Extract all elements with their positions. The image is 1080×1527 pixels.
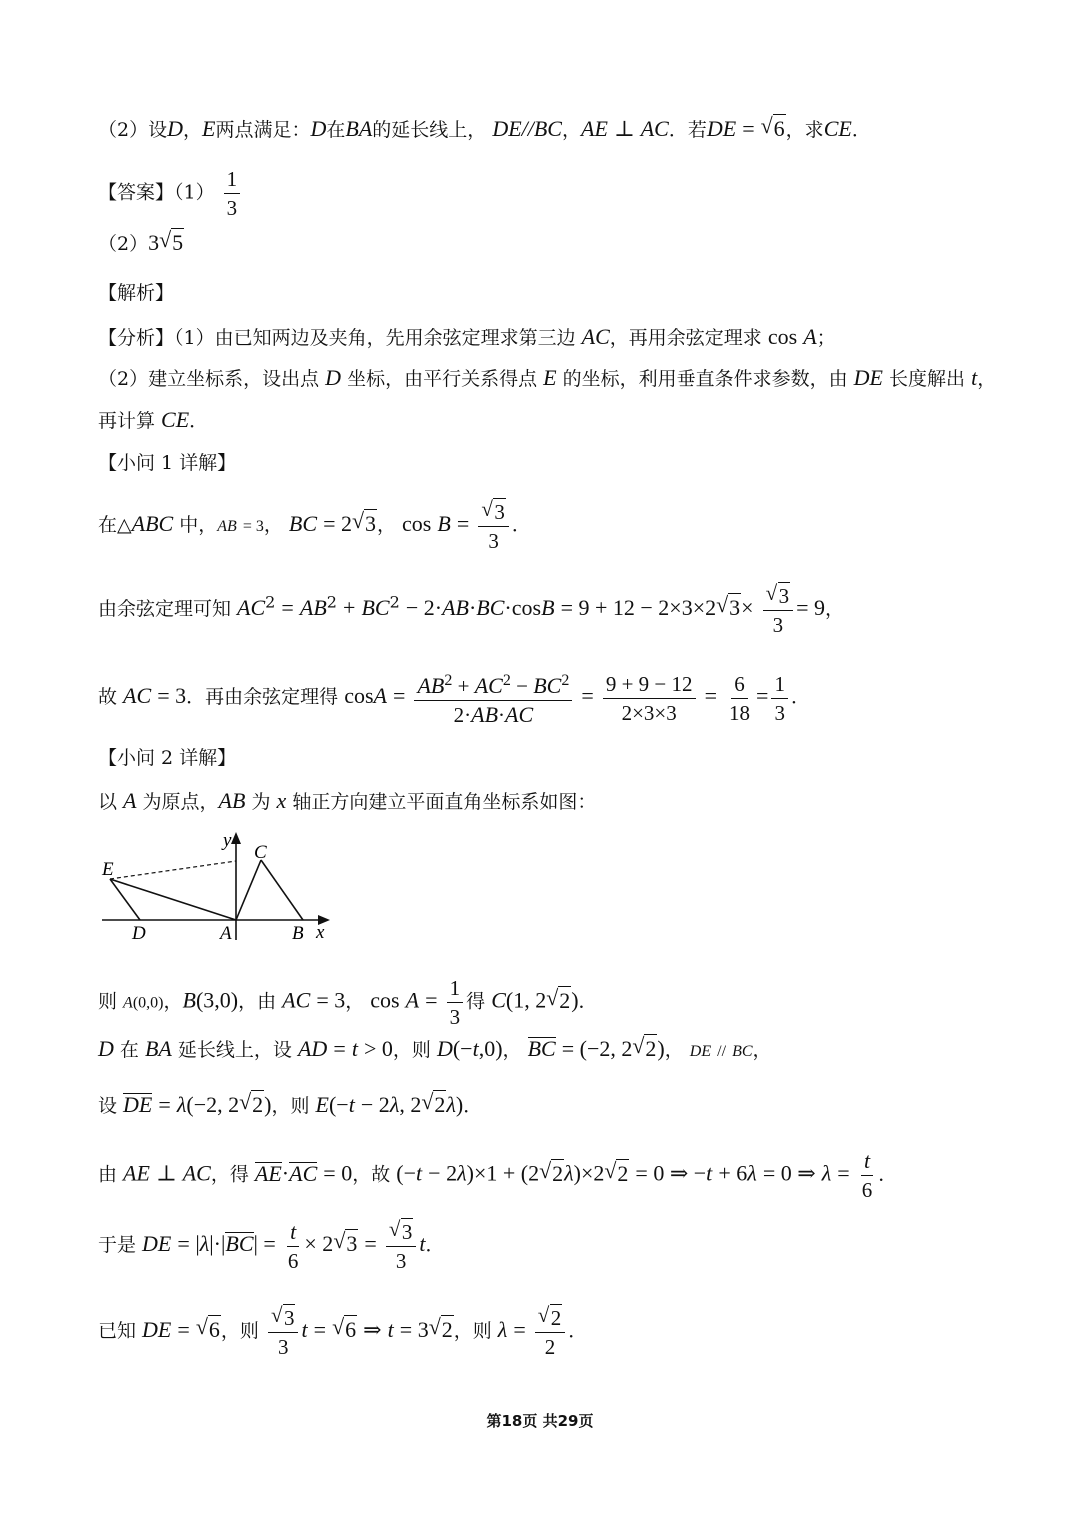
analysis-line-3: 再计算 CE． <box>98 407 209 432</box>
q2-heading: 【小问 2 详解】 <box>98 747 237 769</box>
point-B-label: B <box>292 923 304 944</box>
page-footer: 第18页 共29页 <box>486 1412 594 1430</box>
point-D-label: D <box>132 923 146 944</box>
answer-1-fraction: $\frac{1}{3}$ <box>224 166 241 221</box>
answer-1 <box>98 166 243 221</box>
coordinate-figure <box>98 828 338 948</box>
q2-DE-length: 于是 DE = |λ|·|BC| = $\frac{t}{6}$ × 2√ 3 = √ $\frac{3}{3}$ t． <box>98 1218 444 1274</box>
point-A-label: A <box>220 923 232 944</box>
q2-vector-DE: 设 DE = λ(−2, 2√ 2)，则 E(−t − 2λ, 2√ 2λ)． <box>98 1090 482 1120</box>
q1-heading: 【小问 1 详解】 <box>98 452 237 474</box>
point-C-label: C <box>254 842 267 863</box>
q2-setup: 以 A 为原点，AB 为 x 轴正方向建立平面直角坐标系如图： <box>98 788 597 813</box>
q2-solve-t: 已知 DE = √ 6，则 √ $\frac{3}{3}$ t = √ 6 ⇒ t = 3√ 2，则 λ = √ $\frac{2}{2}$ ． <box>98 1304 587 1360</box>
q2-point-D: D 在 BA 延长线上，设 AD = t > 0，则 D(−t,0)， BC = (−2, 2√ 2)， DE // BC， <box>98 1034 772 1066</box>
analysis-line-2: （2）建立坐标系，设出点 D 坐标，由平行关系得点 E 的坐标，利用垂直条件求参数，由 DE 长度解出 t， <box>98 365 997 390</box>
q1-law-of-cosines: 由余弦定理可知 $AC^2 = AB^2 + BC^2 - 2\cdot AB\cdot BC\cdot\cos B = 9 + 12 - 2\times 3\times 2√$ 3× √ $\frac{3}{3}$ = 9， <box>98 582 844 638</box>
q2-perpendicular: 由 AE ⊥ AC，得 AE·AC = 0，故 (−t − 2λ)×1 + (2√ 2λ)×2√ 2 = 0 ⇒ −t + 6λ = 0 ⇒ λ = $\frac{t}{6}$ ． <box>98 1148 897 1203</box>
analysis-line-1: 【分析】（1）由已知两边及夹角，先用余弦定理求第三边 AC，再用余弦定理求 cos A； <box>98 324 836 349</box>
question-2-statement: （2）设D，E两点满足：D在BA的延长线上， DE//BC，AE ⊥ AC．若DE = √ 6，求CE． <box>98 114 871 144</box>
answer-label: 【答案】（1） <box>98 181 215 204</box>
point-E-label: E <box>102 859 114 880</box>
answer-2: （2）3√ 5 <box>98 228 184 258</box>
x-axis-label: x <box>316 922 325 943</box>
jiexi-heading: 【解析】 <box>98 282 175 304</box>
q2-coordinates: 则 A(0,0)，B(3,0)，由 AC = 3， cos A = $\frac{1}{3}$ 得 C(1, 2√ 2)． <box>98 975 598 1030</box>
y-axis-label: y <box>223 830 232 851</box>
q1-given: 在△ABC 中，AB = 3， BC = 2√ 3， cos B = √ $\frac{3}{3}$ ． <box>98 498 531 554</box>
q1-cosA: 故 AC = 3．再由余弦定理得 cosA = $\frac{AB^2 + AC^2 - BC^2}{2\cdot AB\cdot AC}$ = $\frac{9 + 9 - 12}{2\times 3\times 3}$ = $\frac{6}{18}$ = $\frac{1}{3}$ ． <box>98 668 810 728</box>
